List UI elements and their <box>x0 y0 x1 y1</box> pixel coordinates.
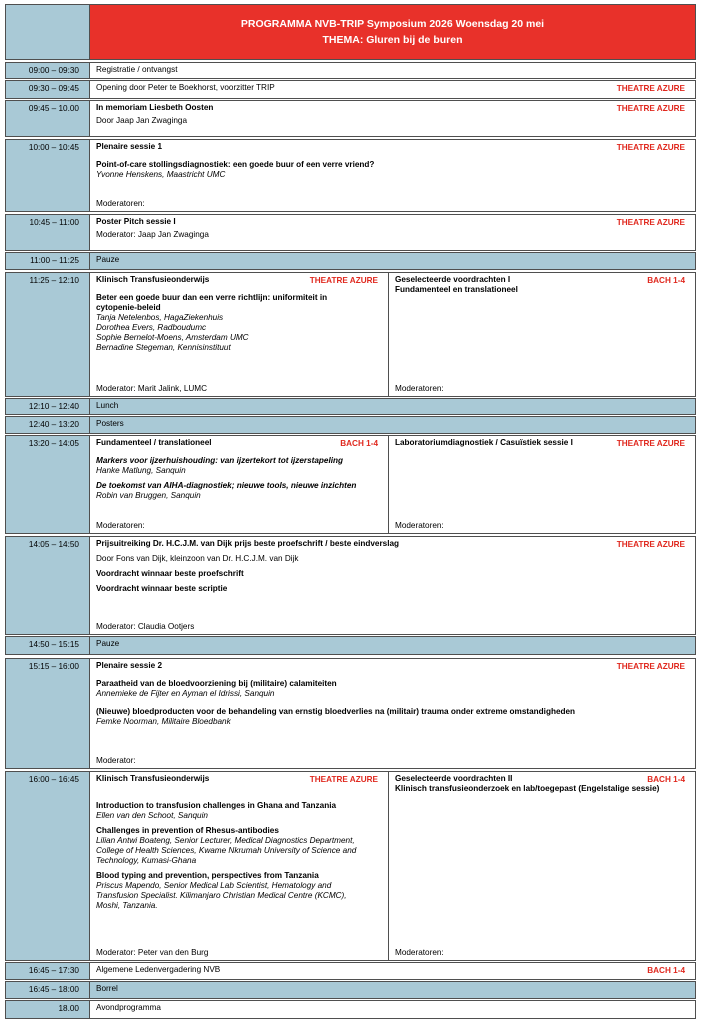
session-title: Poster Pitch sessie I <box>96 217 176 226</box>
time-cell: 09:00 – 09:30 <box>5 62 90 79</box>
session-text: Pauze <box>96 639 120 648</box>
session-text: Borrel <box>96 984 118 993</box>
session-cell <box>89 962 696 980</box>
speaker: Femke Noorman, Militaire Bloedbank <box>96 717 231 726</box>
location-label: THEATRE AZURE <box>616 540 685 549</box>
session-cell <box>89 80 696 99</box>
session-title: Geselecteerde voordrachten I <box>395 275 511 284</box>
talk-title: Challenges in prevention of Rhesus-antibodies <box>96 826 279 835</box>
session-cell <box>89 139 696 212</box>
session-cell <box>89 100 696 137</box>
session-text: Posters <box>96 419 124 428</box>
speaker: Tanja Netelenbos, HagaZiekenhuis <box>96 313 224 322</box>
session-subtitle: Door Jaap Jan Zwaginga <box>96 116 188 125</box>
session-text: Lunch <box>96 401 119 410</box>
session-text: Opening door Peter te Boekhorst, voorzitter TRIP <box>96 83 275 92</box>
location-label: THEATRE AZURE <box>616 84 685 93</box>
session-text: Avondprogramma <box>96 1003 161 1012</box>
session-cell-left <box>89 272 389 397</box>
time-cell: 12:40 – 13:20 <box>5 416 90 434</box>
time-cell: 14:50 – 15:15 <box>5 636 90 655</box>
header-time-cell <box>5 4 90 60</box>
location-label: THEATRE AZURE <box>616 143 685 152</box>
speaker: Robin van Bruggen, Sanquin <box>96 491 201 500</box>
session-cell <box>89 62 696 79</box>
location-label: THEATRE AZURE <box>616 104 685 113</box>
time-cell: 10:45 – 11:00 <box>5 214 90 251</box>
speaker: Hanke Matlung, Sanquin <box>96 466 186 475</box>
location-label: THEATRE AZURE <box>309 775 378 784</box>
session-title: Laboratoriumdiagnostiek / Casuïstiek sessie I <box>395 438 573 447</box>
location-label: BACH 1-4 <box>647 775 685 784</box>
time-cell: 10:00 – 10:45 <box>5 139 90 212</box>
location-label: THEATRE AZURE <box>616 662 685 671</box>
location-label: BACH 1-4 <box>647 276 685 285</box>
location-label: THEATRE AZURE <box>616 218 685 227</box>
talk-title: Introduction to transfusion challenges in Ghana and Tanzania <box>96 801 337 810</box>
talk-title: Point-of-care stollingsdiagnostiek: een goede buur of een verre vriend? <box>96 160 375 169</box>
moderator: Moderator: <box>96 756 136 765</box>
talk-title: Paraatheid van de bloedvoorziening bij (militaire) calamiteiten <box>96 679 337 688</box>
speaker: Dorothea Evers, Radboudumc <box>96 323 207 332</box>
session-title: Plenaire sessie 2 <box>96 661 163 670</box>
session-cell <box>89 398 696 415</box>
speaker: Yvonne Henskens, Maastricht UMC <box>96 170 226 179</box>
session-text: Registratie / ontvangst <box>96 65 178 74</box>
moderator: Moderatoren: <box>395 384 444 393</box>
moderator: Moderatoren: <box>395 521 444 530</box>
location-label: THEATRE AZURE <box>616 439 685 448</box>
time-cell: 11:00 – 11:25 <box>5 252 90 270</box>
talk-title: Markers voor ijzerhuishouding: van ijzertekort tot ijzerstapeling <box>96 456 344 465</box>
schedule-table <box>5 4 696 1019</box>
session-cell <box>89 214 696 251</box>
session-cell <box>89 536 696 635</box>
session-subtitle: Moderator: Jaap Jan Zwaginga <box>96 230 209 239</box>
session-cell <box>89 1000 696 1019</box>
session-cell-left <box>89 771 389 961</box>
talk-title: (Nieuwe) bloedproducten voor de behandeling van ernstig bloedverlies na (militair) trauma onder extreme omstandigheden <box>96 707 576 716</box>
session-cell <box>89 658 696 769</box>
location-label: BACH 1-4 <box>340 439 378 448</box>
speaker: Lilian Antwi Boateng, Senior Lecturer, Medical Diagnostics Department, <box>96 836 355 845</box>
time-cell: 15:15 – 16:00 <box>5 658 90 769</box>
moderator: Moderatoren: <box>96 199 145 208</box>
session-text: Pauze <box>96 255 120 264</box>
time-cell: 11:25 – 12:10 <box>5 272 90 397</box>
speaker: Technology, Kumasi-Ghana <box>96 856 197 865</box>
location-label: THEATRE AZURE <box>309 276 378 285</box>
session-cell-right <box>388 272 696 397</box>
speaker: College of Health Sciences, Kwame Nkrumah University of Science and <box>96 846 357 855</box>
session-title: Geselecteerde voordrachten II <box>395 774 513 783</box>
header-banner <box>89 4 696 60</box>
time-cell: 14:05 – 14:50 <box>5 536 90 635</box>
speaker: Moshi, Tanzania. <box>96 901 158 910</box>
session-cell-left <box>89 435 389 534</box>
time-cell: 16:00 – 16:45 <box>5 771 90 961</box>
theme-title: THEMA: Gluren bij de buren <box>322 33 463 46</box>
moderator: Moderator: Marit Jalink, LUMC <box>96 384 208 393</box>
session-cell <box>89 981 696 999</box>
talk-title: Voordracht winnaar beste proefschrift <box>96 569 244 578</box>
speaker: Transfusion Specialist. Kilimanjaro Christian Medical Centre (KCMC), <box>96 891 347 900</box>
time-cell: 09:45 – 10.00 <box>5 100 90 137</box>
session-title: Plenaire sessie 1 <box>96 142 163 151</box>
moderator: Moderator: Claudia Ootjers <box>96 622 195 631</box>
session-cell <box>89 252 696 270</box>
moderator: Moderatoren: <box>395 948 444 957</box>
talk-title: De toekomst van AIHA-diagnostiek; nieuwe tools, nieuwe inzichten <box>96 481 357 490</box>
session-text: Algemene Ledenvergadering NVB <box>96 965 221 974</box>
time-cell: 16:45 – 18:00 <box>5 981 90 999</box>
session-title: Klinisch Transfusieonderwijs <box>96 774 210 783</box>
session-subtitle: Klinisch transfusieonderzoek en lab/toegepast (Engelstalige sessie) <box>395 784 660 793</box>
speaker: Annemieke de Fijter en Ayman el Idrissi, Sanquin <box>96 689 275 698</box>
programme-title: PROGRAMMA NVB-TRIP Symposium 2026 Woensdag 20 mei <box>240 18 545 30</box>
speaker: Priscus Mapendo, Senior Medical Lab Scientist, Hematology and <box>96 881 332 890</box>
location-label: BACH 1-4 <box>647 966 685 975</box>
time-cell: 09:30 – 09:45 <box>5 80 90 99</box>
moderator: Moderatoren: <box>96 521 145 530</box>
time-cell: 12:10 – 12:40 <box>5 398 90 415</box>
session-cell-right <box>388 435 696 534</box>
session-title: Prijsuitreiking Dr. H.C.J.M. van Dijk prijs beste proefschrift / beste eindverslag <box>96 539 400 548</box>
time-cell: 13:20 – 14:05 <box>5 435 90 534</box>
talk-title: Blood typing and prevention, perspectives from Tanzania <box>96 871 319 880</box>
talk-title: Beter een goede buur dan een verre richtlijn: uniformiteit in cytopenie-beleid <box>96 293 328 312</box>
session-cell-right <box>388 771 696 961</box>
session-cell <box>89 636 696 655</box>
speaker: Bernadine Stegeman, Kennisinstituut <box>96 343 231 352</box>
talk-title: Voordracht winnaar beste scriptie <box>96 584 228 593</box>
speaker: Sophie Bernelot-Moens, Amsterdam UMC <box>96 333 249 342</box>
time-cell: 18.00 <box>5 1000 90 1019</box>
session-title: In memoriam Liesbeth Oosten <box>96 103 214 112</box>
session-subtitle: Door Fons van Dijk, kleinzoon van Dr. H.C.J.M. van Dijk <box>96 554 299 563</box>
session-title: Klinisch Transfusieonderwijs <box>96 275 210 284</box>
session-title: Fundamenteel / translationeel <box>96 438 212 447</box>
session-cell <box>89 416 696 434</box>
time-cell: 16:45 – 17:30 <box>5 962 90 980</box>
speaker: Ellen van den Schoot, Sanquin <box>96 811 208 820</box>
moderator: Moderator: Peter van den Burg <box>96 948 209 957</box>
session-subtitle: Fundamenteel en translationeel <box>395 285 518 294</box>
